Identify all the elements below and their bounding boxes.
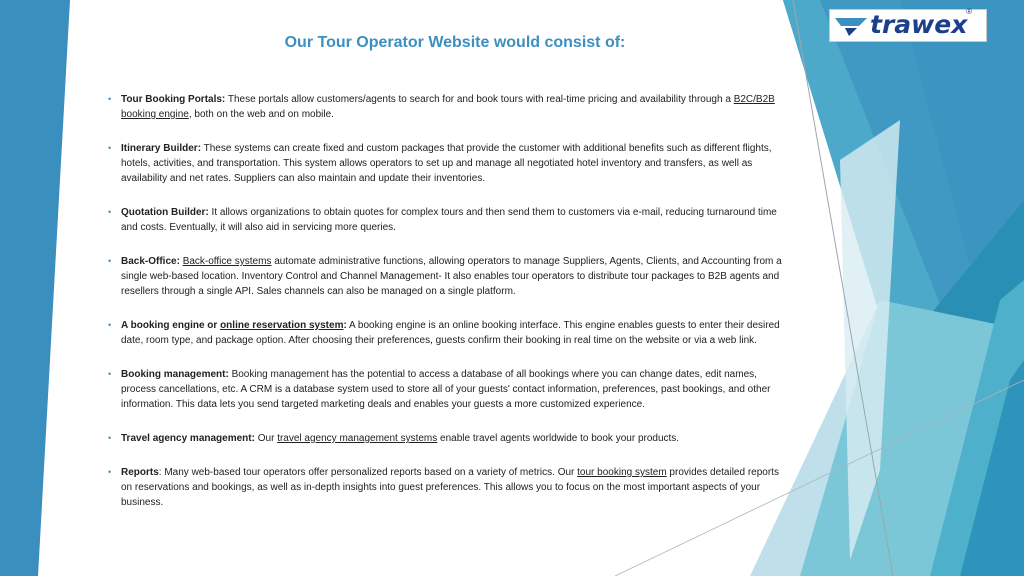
item-text: These systems can create fixed and custom packages that provide the customer with additional benefits such as different flights, hotels, activities, and transportation. This system allows operators to set up and manage all negotiated hotel inventory and transfers, as well as availability and net rates. Suppliers can also maintain and update their inventories. — [121, 143, 772, 184]
item-text: : Many web-based tour operators offer personalized reports based on a variety of metrics. Our — [158, 467, 578, 478]
item-text: automate administrative functions, allowing operators to manage Suppliers, Agents, Clients, and Accounting from a single web-based location. Inventory Control and Channel Management- It also enables tour operators to distribute tour packages to B2B agents and resellers through a single API. Sales channels can also be managed on a single platform. — [121, 256, 782, 297]
list-item — [108, 431, 788, 446]
logo-wordmark: trawex — [870, 10, 968, 39]
item-text: Booking management has the potential to access a database of all bookings where you can change dates, edit names, process cancellations, etc. A CRM is a database system used to store all of your guests' contact information, preferences, past bookings, and other information. This data lets you send targeted marketing deals and enables your guests a more customized experience. — [121, 369, 771, 410]
item-text: A booking engine is an online booking interface. This engine enables guests to enter their desired date, room type, and package option. After choosing their preferences, guests confirm their booking in real time on the website or via a web link. — [121, 320, 780, 346]
list-item — [108, 205, 788, 235]
list-item — [108, 254, 788, 299]
bullet-icon: • — [108, 369, 112, 379]
list-item — [108, 367, 788, 412]
item-heading: Quotation Builder: — [121, 207, 209, 218]
back-office-link[interactable]: Back-office systems — [182, 256, 272, 267]
bullet-icon: • — [108, 94, 112, 104]
bullet-icon: • — [108, 467, 112, 477]
item-text: , both on the web and on mobile. — [188, 109, 334, 120]
list-item — [108, 318, 788, 348]
travel-agency-link[interactable]: travel agency management systems — [277, 433, 438, 444]
list-item — [108, 141, 788, 186]
item-heading: Travel agency management: — [121, 433, 255, 444]
bullet-icon: • — [108, 320, 112, 330]
item-heading: Tour Booking Portals: — [121, 94, 226, 105]
online-reservation-link[interactable]: online reservation system — [220, 320, 344, 331]
registered-mark: ® — [966, 7, 972, 16]
item-text: Our — [254, 433, 278, 444]
item-text: These portals allow customers/agents to search for and book tours with real-time pricing and availability through a — [225, 94, 734, 105]
item-text: It allows organizations to obtain quotes for complex tours and then send them to customers via e-mail, reducing turnaround time and costs. Eventually, it will also aid in servicing more queries. — [121, 207, 777, 233]
feature-list — [108, 92, 788, 510]
bullet-icon: • — [108, 207, 112, 217]
item-heading: Reports — [121, 467, 159, 478]
bullet-icon: • — [108, 256, 112, 266]
item-text: provides detailed reports on reservations and bookings, as well as in-depth insights into guest preferences. This allows you to focus on the most important aspects of your business. — [121, 467, 779, 508]
page-title: Our Tour Operator Website would consist of: — [284, 34, 626, 51]
list-item — [108, 92, 788, 122]
bullet-icon: • — [108, 433, 112, 443]
item-heading: Booking management: — [121, 369, 229, 380]
item-heading: A booking engine or — [121, 320, 221, 331]
item-heading-colon: : — [343, 320, 347, 331]
b2c-b2b-link[interactable]: B2C/B2B booking engine — [121, 94, 775, 120]
item-text: enable travel agents worldwide to book your products. — [437, 433, 680, 444]
item-heading: Itinerary Builder: — [121, 143, 202, 154]
item-heading: Back-Office: — [121, 256, 180, 267]
tour-booking-link[interactable]: tour booking system — [577, 467, 667, 478]
list-item — [108, 465, 788, 510]
bullet-icon: • — [108, 143, 112, 153]
